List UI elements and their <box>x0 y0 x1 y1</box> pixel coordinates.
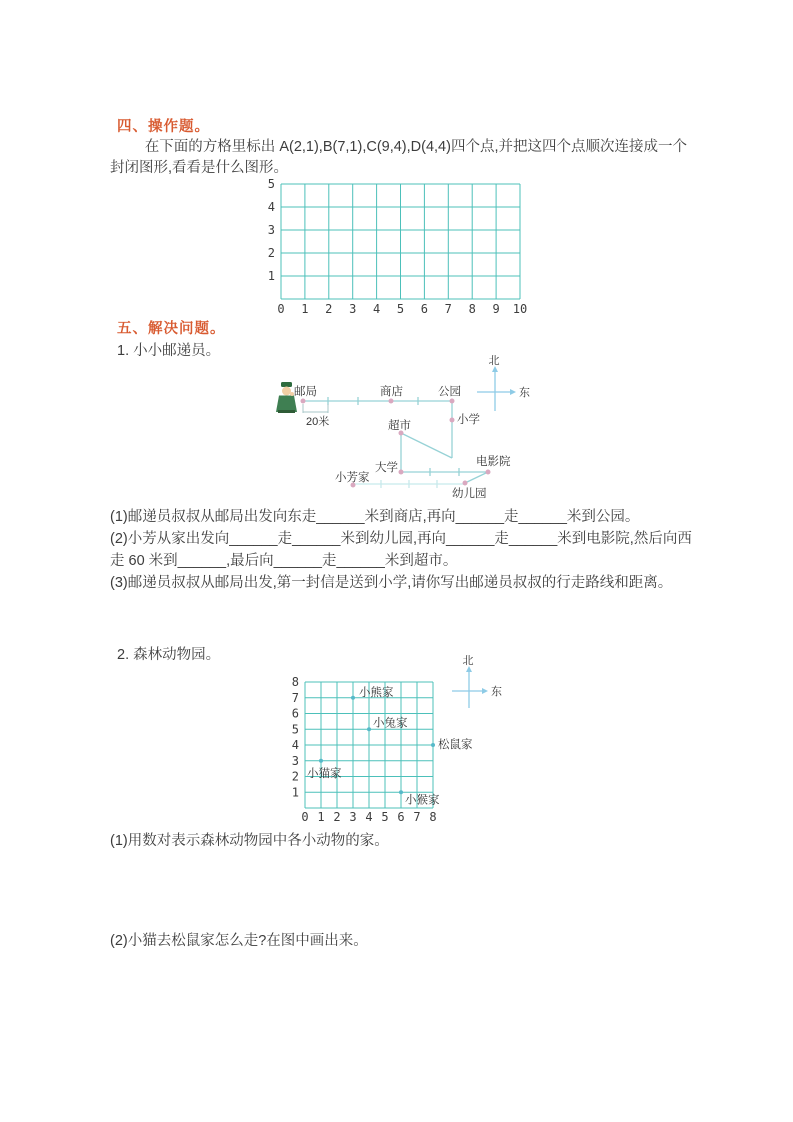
home-dot <box>319 759 323 763</box>
problem1-question-3: (3)邮递员叔叔从邮局出发,第一封信是送到小学,请你写出邮递员叔叔的行走路线和距离。 <box>110 575 673 591</box>
map-label-school: 小学 <box>457 414 480 426</box>
home-label: 小猫家 <box>307 767 342 780</box>
x-axis-label: 10 <box>512 302 528 316</box>
home-dot <box>367 727 371 731</box>
home-dot <box>431 743 435 747</box>
scale-label: 20米 <box>306 416 330 428</box>
dot-cinema <box>486 470 491 475</box>
y-axis-label: 2 <box>267 246 275 260</box>
problem2-title: 2. 森林动物园。 <box>117 647 221 663</box>
scale-bracket <box>303 404 328 413</box>
map-label-park: 公园 <box>438 386 461 398</box>
x-axis-label: 3 <box>349 302 357 316</box>
dot-shop <box>389 399 394 404</box>
x-axis-label: 2 <box>333 810 341 824</box>
x-axis-label: 7 <box>444 302 452 316</box>
home-dot <box>351 696 355 700</box>
x-axis-label: 0 <box>301 810 309 824</box>
x-axis-label: 5 <box>396 302 405 316</box>
y-axis-label: 2 <box>291 769 299 784</box>
map-label-shop: 商店 <box>380 386 403 398</box>
y-axis-label: 1 <box>267 269 275 283</box>
dot-university <box>399 470 404 475</box>
east-arrow-icon <box>510 389 516 395</box>
map-faint-line <box>353 480 465 488</box>
x-axis-label: 8 <box>468 302 476 316</box>
dot-kindergarten <box>463 481 468 486</box>
y-axis-label: 3 <box>291 753 299 768</box>
x-axis-label: 3 <box>349 810 357 824</box>
y-axis-label: 5 <box>291 722 299 737</box>
compass2-east-label: 东 <box>491 686 502 698</box>
x-axis-label: 6 <box>397 810 405 824</box>
problem2-question-1: (1)用数对表示森林动物园中各小动物的家。 <box>110 833 389 849</box>
compass-2 <box>452 666 488 708</box>
x-axis-label: 1 <box>317 810 325 824</box>
section-four-heading: 四、操作题。 <box>117 119 210 135</box>
home-label: 小兔家 <box>373 717 408 730</box>
zoo-grid <box>280 650 530 832</box>
home-label: 小猴家 <box>405 794 440 807</box>
x-axis-label: 1 <box>301 302 309 316</box>
y-axis-label: 1 <box>291 785 299 800</box>
grid-lines <box>305 682 433 808</box>
map-label-xiaofang-home: 小芳家 <box>335 472 370 484</box>
y-axis-label: 4 <box>267 200 275 214</box>
x-axis-label: 6 <box>420 302 429 316</box>
operation-grid <box>258 176 530 322</box>
x-axis-label: 8 <box>429 810 437 824</box>
x-axis-label: 9 <box>492 302 500 316</box>
section-five-heading: 五、解决问题。 <box>117 321 226 337</box>
map-label-post-office: 邮局 <box>294 386 317 398</box>
section-four-intro: 在下面的方格里标出 A(2,1),B(7,1),C(9,4),D(4,4)四个点,并把这四个点顺次连接成一个封闭图形,看看是什么图形。 <box>110 139 687 176</box>
home-label: 小熊家 <box>359 686 394 699</box>
y-axis-label: 6 <box>291 706 299 721</box>
problem2-question-2: (2)小猫去松鼠家怎么走?在图中画出来。 <box>110 933 368 949</box>
east-arrow-icon <box>482 688 488 694</box>
y-axis-label: 3 <box>267 223 275 237</box>
problem1-title: 1. 小小邮递员。 <box>117 343 221 359</box>
home-label: 松鼠家 <box>438 739 473 751</box>
dot-school <box>450 418 455 423</box>
x-axis-label: 7 <box>413 810 421 824</box>
map-label-university: 大学 <box>375 462 398 474</box>
y-axis-label: 5 <box>267 177 275 191</box>
compass2-north-label: 北 <box>462 655 474 667</box>
grid-lines <box>281 184 520 299</box>
y-axis-label: 4 <box>291 738 299 752</box>
compass1-east-label: 东 <box>519 387 530 399</box>
x-axis-label: 5 <box>381 810 389 824</box>
dot-park <box>450 399 455 404</box>
postman-map <box>270 355 535 503</box>
problem1-question-1: (1)邮递员叔叔从邮局出发向东走______米到商店,再向______走______米到公园。 <box>110 509 640 525</box>
map-label-cinema: 电影院 <box>476 456 511 468</box>
x-axis-label: 0 <box>277 302 285 316</box>
home-dot <box>399 790 403 794</box>
map-label-supermarket: 超市 <box>388 420 411 432</box>
map-place-dots <box>301 399 491 488</box>
x-axis-label: 4 <box>365 810 373 824</box>
x-axis-label: 2 <box>325 302 333 316</box>
y-axis-label: 8 <box>291 675 299 689</box>
dot-post-office <box>301 399 306 404</box>
y-axis-label: 7 <box>291 690 299 705</box>
map-label-kindergarten: 幼儿园 <box>452 488 487 500</box>
compass-1 <box>477 366 516 411</box>
x-axis-label: 4 <box>372 302 381 316</box>
problem1-question-2: (2)小芳从家出发向______走______米到幼儿园,再向______走______米到电影院,然后向西走 60 米到______,最后向______走______米到超市。 <box>110 531 692 569</box>
compass1-north-label: 北 <box>488 355 500 367</box>
